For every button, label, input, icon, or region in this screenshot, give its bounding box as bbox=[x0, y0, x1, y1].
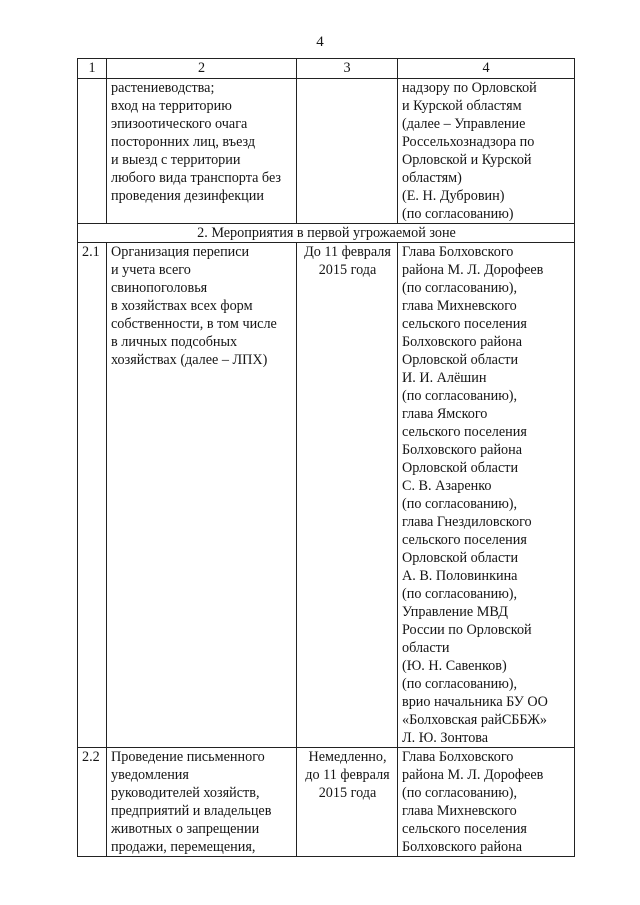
text-line: руководителей хозяйств, bbox=[111, 785, 260, 801]
text-line: Немедленно, bbox=[308, 749, 387, 765]
text-line: России по Орловской bbox=[402, 622, 532, 638]
text-line: в личных подсобных bbox=[111, 334, 238, 350]
text-line: и учета всего bbox=[111, 262, 191, 278]
measure-cell bbox=[107, 79, 297, 224]
text-line: надзору по Орловской bbox=[402, 80, 537, 96]
text-line: уведомления bbox=[111, 767, 189, 783]
text-line: До 11 февраля bbox=[304, 244, 391, 260]
row-number-cell: 2.1 bbox=[78, 243, 107, 748]
text-line: области bbox=[402, 640, 450, 656]
responsible-cell bbox=[398, 79, 575, 224]
text-line: собственности, в том числе bbox=[111, 316, 277, 332]
text-line: (по согласованию), bbox=[402, 496, 518, 512]
header-row bbox=[78, 59, 575, 79]
text-line: Глава Болховского bbox=[402, 749, 514, 765]
text-line: глава Михневского bbox=[402, 803, 517, 819]
text-line: (по согласованию), bbox=[402, 388, 518, 404]
measure-cell bbox=[107, 243, 297, 748]
text-line: эпизоотического очага bbox=[111, 116, 248, 132]
text-line: (по согласованию), bbox=[402, 586, 518, 602]
text-line: проведения дезинфекции bbox=[111, 188, 264, 204]
text-line: И. И. Алёшин bbox=[402, 370, 487, 386]
text-line: Организация переписи bbox=[111, 244, 250, 260]
table-row bbox=[78, 748, 575, 857]
text-line: (по согласованию), bbox=[402, 785, 518, 801]
text-line: Болховского района bbox=[402, 442, 523, 458]
text-line: (по согласованию), bbox=[402, 280, 518, 296]
page-number: 4 bbox=[316, 34, 324, 50]
measure-cell bbox=[107, 748, 297, 857]
header-cell: 4 bbox=[398, 59, 575, 79]
text-line: сельского поселения bbox=[402, 532, 527, 548]
text-line: глава Михневского bbox=[402, 298, 517, 314]
text-line: С. В. Азаренко bbox=[402, 478, 492, 494]
row-number-cell bbox=[78, 79, 107, 224]
text-line: Л. Ю. Зонтова bbox=[402, 730, 489, 746]
text-line: в хозяйствах всех форм bbox=[111, 298, 253, 314]
header-cell: 3 bbox=[297, 59, 398, 79]
text-line: областям) bbox=[402, 170, 462, 186]
deadline-cell bbox=[297, 79, 398, 224]
text-line: вход на территорию bbox=[111, 98, 232, 114]
text-line: Болховского района bbox=[402, 334, 523, 350]
text-line: сельского поселения bbox=[402, 821, 527, 837]
text-line: и выезд с территории bbox=[111, 152, 241, 168]
text-line: А. В. Половинкина bbox=[402, 568, 518, 584]
responsible-cell bbox=[398, 748, 575, 857]
text-line: врио начальника БУ ОО bbox=[402, 694, 548, 710]
text-line: района М. Л. Дорофеев bbox=[402, 767, 544, 783]
text-line: Орловской области bbox=[402, 550, 519, 566]
text-line: 2015 года bbox=[318, 262, 377, 278]
table-row bbox=[78, 243, 575, 748]
row-number-cell: 2.2 bbox=[78, 748, 107, 857]
text-line: (по согласованию) bbox=[402, 206, 514, 222]
text-line: хозяйствах (далее – ЛПХ) bbox=[111, 352, 268, 368]
text-line: сельского поселения bbox=[402, 424, 527, 440]
deadline-cell bbox=[297, 243, 398, 748]
responsible-cell bbox=[398, 243, 575, 748]
text-line: продажи, перемещения, bbox=[111, 839, 256, 855]
text-line: предприятий и владельцев bbox=[111, 803, 272, 819]
text-line: и Курской областям bbox=[402, 98, 522, 114]
section-title: 2. Мероприятия в первой угрожаемой зоне bbox=[78, 224, 575, 243]
text-line: глава Гнездиловского bbox=[402, 514, 532, 530]
text-line: Орловской области bbox=[402, 352, 519, 368]
text-line: Россельхознадзора по bbox=[402, 134, 535, 150]
text-line: района М. Л. Дорофеев bbox=[402, 262, 544, 278]
text-line: (Ю. Н. Савенков) bbox=[402, 658, 507, 674]
deadline-cell bbox=[297, 748, 398, 857]
text-line: (по согласованию), bbox=[402, 676, 518, 692]
text-line: (далее – Управление bbox=[402, 116, 526, 132]
text-line: Проведение письменного bbox=[111, 749, 265, 765]
text-line: Управление МВД bbox=[402, 604, 508, 620]
text-line: Глава Болховского bbox=[402, 244, 514, 260]
text-line: (Е. Н. Дубровин) bbox=[402, 188, 505, 204]
text-line: сельского поселения bbox=[402, 316, 527, 332]
text-line: «Болховская райСББЖ» bbox=[402, 712, 548, 728]
section-row bbox=[78, 224, 575, 243]
text-line: 2015 года bbox=[318, 785, 377, 801]
text-line: посторонних лиц, въезд bbox=[111, 134, 256, 150]
text-line: до 11 февраля bbox=[305, 767, 390, 783]
table-row bbox=[78, 79, 575, 224]
header-cell: 2 bbox=[107, 59, 297, 79]
text-line: Орловской и Курской bbox=[402, 152, 532, 168]
text-line: свинопоголовья bbox=[111, 280, 208, 296]
text-line: Болховского района bbox=[402, 839, 523, 855]
header-cell: 1 bbox=[78, 59, 107, 79]
text-line: растениеводства; bbox=[111, 80, 215, 96]
text-line: животных о запрещении bbox=[111, 821, 260, 837]
text-line: Орловской области bbox=[402, 460, 519, 476]
text-line: глава Ямского bbox=[402, 406, 488, 422]
text-line: любого вида транспорта без bbox=[111, 170, 282, 186]
measures-table bbox=[77, 58, 575, 857]
